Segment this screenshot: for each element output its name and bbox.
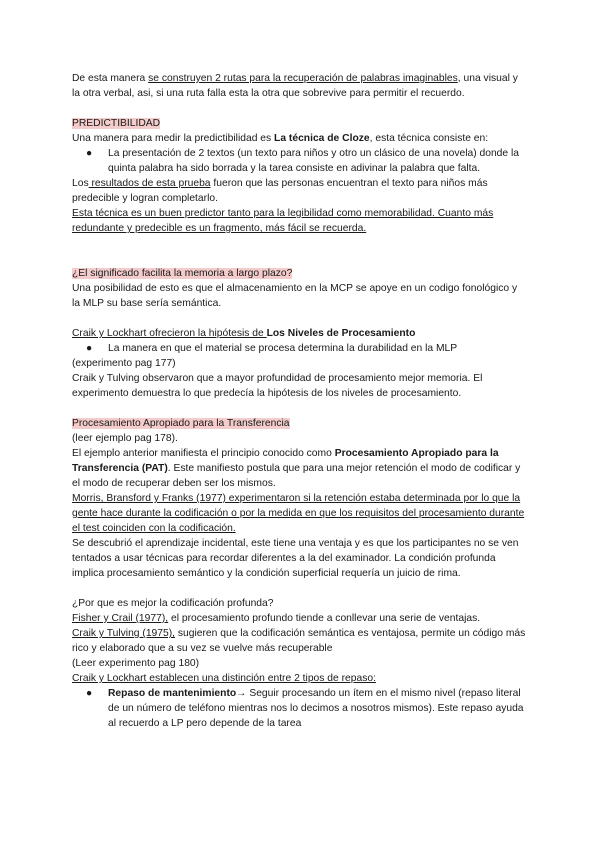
list-item <box>72 686 528 731</box>
list-item <box>72 146 528 176</box>
profunda-fisher <box>72 611 528 626</box>
section-heading-significado <box>72 266 528 281</box>
section-heading-pat <box>72 416 528 431</box>
underlined-text: Morris, Bransford y Franks (1977) experimentaron si la retención estaba determinada por lo que la gente hace durante la codificación o por la medida en que los requisitos del procesamiento durante el test coinciden con la codificación. <box>72 493 525 534</box>
pat-p3: Se descubrió el aprendizaje incidental, este tiene una ventaja y es que los participantes no se ven tentados a usar técnicas para recordar diferentes a la del examinador. La condición profunda implica procesamiento semántico y la condición superficial requería un juicio de rima. <box>72 538 519 579</box>
list-item <box>72 341 528 356</box>
underlined-text: Craik y Lockhart establecen una distinción entre 2 tipos de repaso: <box>72 673 376 684</box>
niveles-intro <box>72 326 528 341</box>
predictibilidad-list <box>72 146 528 176</box>
text-span: , esta técnica consiste en: <box>369 133 489 144</box>
intro-underlined: se construyen 2 rutas para la recuperación de palabras imaginables <box>148 73 458 84</box>
text-span: Los <box>72 178 89 189</box>
underlined-text: Craik y Tulving (1975), <box>72 628 176 639</box>
mantenimiento-term: Repaso de mantenimiento <box>108 688 237 699</box>
profunda-craik <box>72 626 528 656</box>
predictibilidad-p1 <box>72 131 528 146</box>
list-item-text: La presentación de 2 textos (un texto para niños y otro un clásico de una novela) donde la quinta palabra ha sido borrada y la tarea consiste en adivinar la palabra que falta. <box>108 148 520 174</box>
profunda-list <box>72 686 528 731</box>
intro-text-2: , una visual y la otra verbal, asi, si una ruta falla esta la otra que sobrevive para permitir el recuerdo. <box>72 73 518 99</box>
pat-term: Procesamiento Apropiado para la Transferencia (PAT) <box>72 448 499 474</box>
profunda-leer: (Leer experimento pag 180) <box>72 658 200 669</box>
niveles-term: Los Niveles de Procesamiento <box>266 328 416 339</box>
bullet-icon: ● <box>86 343 93 354</box>
predictibilidad-p3 <box>72 206 528 236</box>
bullet-icon: ● <box>86 148 93 159</box>
heading-predictibilidad: PREDICTIBILIDAD <box>72 118 161 129</box>
pat-leer: (leer ejemplo pag 178). <box>72 433 178 444</box>
arrow-icon: → <box>236 688 247 699</box>
section-heading-predictibilidad <box>72 116 528 131</box>
niveles-exp: (experimento pag 177) <box>72 358 176 369</box>
list-item-text: La manera en que el material se procesa determina la durabilidad en la MLP <box>108 343 458 354</box>
text-span: fueron que las personas encuentran el texto para niños más predecible y logran completarlo. <box>72 178 488 204</box>
text-span: el procesamiento profundo tiende a conllevar una serie de ventajas. <box>168 613 481 624</box>
text-span: . Este manifiesto postula que para una mejor retención el modo de codificar y el modo de recuperar deben ser los mismos. <box>72 463 521 489</box>
intro-text-1: De esta manera <box>72 73 149 84</box>
underlined-text: resultados de esta prueba <box>88 178 211 189</box>
predictibilidad-p2 <box>72 176 528 206</box>
profunda-lockhart <box>72 671 528 686</box>
cloze-term: La técnica de Cloze <box>274 133 370 144</box>
niveles-list <box>72 341 528 356</box>
profunda-heading: ¿Por que es mejor la codificación profunda? <box>72 598 274 609</box>
bullet-icon: ● <box>86 688 93 699</box>
underlined-text: Craik y Lockhart ofrecieron la hipótesis de <box>72 328 267 339</box>
heading-pat: Procesamiento Apropiado para la Transferencia <box>72 418 290 429</box>
text-span: Una manera para medir la predictibilidad es <box>72 133 275 144</box>
pat-p1 <box>72 446 528 491</box>
intro-paragraph <box>72 71 528 101</box>
underlined-text: Esta técnica es un buen predictor tanto para la legibilidad como memorabilidad. Cuanto más redundante y predecible es un fragmento, más fácil se recuerda. <box>72 208 494 234</box>
underlined-text: Fisher y Crail (1977), <box>72 613 169 624</box>
text-span: El ejemplo anterior manifiesta el principio conocido como <box>72 448 335 459</box>
list-item-text: Seguir procesando un ítem en el mismo nivel (repaso literal de un número de teléfono mientras nos lo decimos a nosotros mismos). Este repaso ayuda al recuerdo a LP pero depende de la tarea <box>108 688 524 729</box>
niveles-p2: Craik y Tulving observaron que a mayor profundidad de procesamiento mejor memoria. El experimento demuestra lo que predecía la hipótesis de los niveles de procesamiento. <box>72 373 483 399</box>
pat-p2 <box>72 491 528 536</box>
text-span: sugieren que la codificación semántica es ventajosa, permite un código más rico y elaborado que a su vez se vuelve más recuperable <box>72 628 526 654</box>
heading-significado: ¿El significado facilita la memoria a largo plazo? <box>72 268 293 279</box>
significado-p1: Una posibilidad de esto es que el almacenamiento en la MCP se apoye en un codigo fonológico y la MLP su base sería semántica. <box>72 283 518 309</box>
